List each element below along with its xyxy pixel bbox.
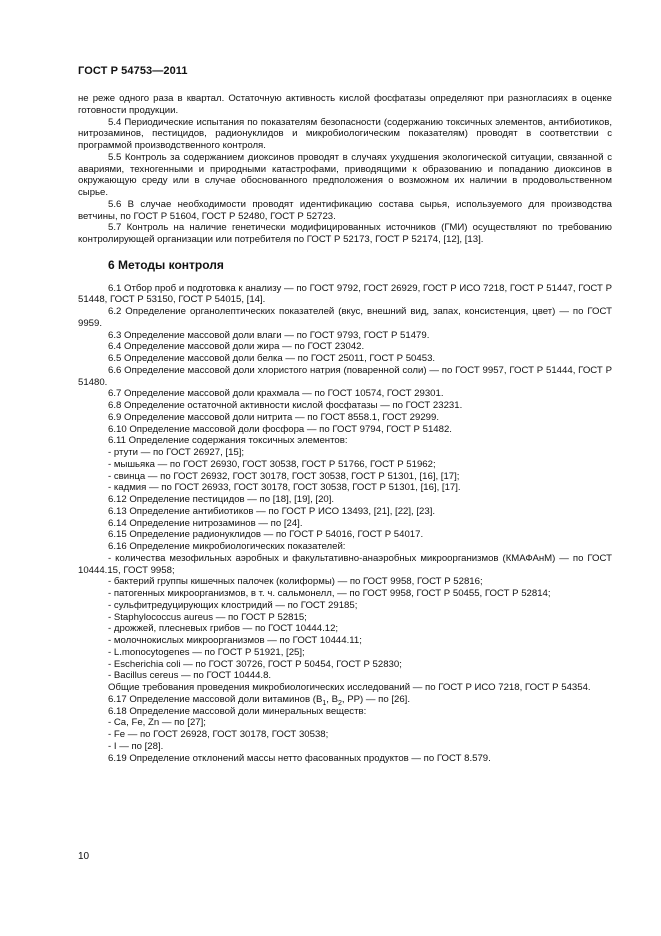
paragraph: не реже одного раза в квартал. Остаточную активность кислой фосфатазы определяют при разногласиях в оценке готовности продукции. bbox=[78, 93, 612, 116]
paragraph: 6.5 Определение массовой доли белка — по ГОСТ 25011, ГОСТ Р 50453. bbox=[108, 353, 436, 364]
paragraph: 6.6 Определение массовой доли хлористого натрия (поваренной соли) — по ГОСТ 9957, ГОСТ Р 51444, ГОСТ Р 51480. bbox=[78, 364, 612, 388]
list-item: - количества мезофильных аэробных и факультативно-анаэробных микроорганизмов (КМАФАнМ) — по ГОСТ 10444.15, ГОСТ 9958; bbox=[78, 552, 612, 576]
paragraph: 5.6 В случае необходимости проводят идентификацию состава сырья, используемого для производства ветчины, по ГОСТ Р 51604, ГОСТ Р 52480, ГОСТ Р 52723. bbox=[78, 198, 612, 222]
paragraph: 5.5 Контроль за содержанием диоксинов проводят в случаях ухудшения экологической ситуации, связанной с авариями, техногенными и природными катастрофами, приводящими к образованию и попаданию диоксинов в окружающую среду или в случае обоснованного предположения о возможном их наличии в продовольственном сырье. bbox=[78, 151, 612, 198]
paragraph: 6.7 Определение массовой доли крахмала — по ГОСТ 10574, ГОСТ 29301. bbox=[108, 388, 444, 400]
list-item: - Escherichia coli — по ГОСТ 30726, ГОСТ Р 50454, ГОСТ Р 52830; bbox=[108, 658, 402, 670]
paragraph: 6.16 Определение микробиологических показателей: bbox=[108, 541, 346, 552]
paragraph: 6.13 Определение антибиотиков — по ГОСТ Р ИСО 13493, [21], [22], [23]. bbox=[108, 505, 436, 517]
paragraph: 6.3 Определение массовой доли влаги — по ГОСТ 9793, ГОСТ Р 51479. bbox=[108, 329, 430, 341]
list-item: - Ca, Fe, Zn — по [27]; bbox=[108, 717, 206, 729]
paragraph: 6.12 Определение пестицидов — по [18], [19], [20]. bbox=[108, 494, 335, 505]
paragraph: 6.8 Определение остаточной активности кислой фосфатазы — по ГОСТ 23231. bbox=[108, 400, 463, 411]
page-header: ГОСТ Р 54753—2011 bbox=[78, 65, 188, 77]
list-item: - I — по [28]. bbox=[108, 740, 164, 752]
paragraph: 6.4 Определение массовой доли жира — по ГОСТ 23042. bbox=[108, 341, 365, 353]
list-item: - патогенных микроорганизмов, в т. ч. сальмонелл, — по ГОСТ 9958, ГОСТ Р 50455, ГОСТ Р 52814; bbox=[108, 588, 551, 599]
list-item: - Staphylococcus aureus — по ГОСТ Р 52815; bbox=[108, 611, 307, 623]
list-item: - молочнокислых микроорганизмов — по ГОСТ 10444.11; bbox=[108, 635, 362, 646]
vitamins-paragraph bbox=[78, 694, 612, 706]
paragraph: 5.7 Контроль на наличие генетически модифицированных источников (ГМИ) осуществляют по требованию контролирующей организации или потребителя по ГОСТ Р 52173, ГОСТ Р 52174, [12], [13]. bbox=[78, 222, 612, 245]
paragraph: 6.15 Определение радионуклидов — по ГОСТ Р 54016, ГОСТ Р 54017. bbox=[108, 529, 424, 541]
page-number: 10 bbox=[78, 851, 90, 862]
paragraph: Общие требования проведения микробиологических исследований — по ГОСТ Р ИСО 7218, ГОСТ Р 54354. bbox=[108, 682, 591, 693]
section-heading: 6 Методы контроля bbox=[108, 257, 224, 272]
vitamins-text-mid: , B bbox=[326, 693, 338, 705]
vitamin-subscript-1: 1 bbox=[322, 699, 327, 707]
paragraph: 6.19 Определение отклонений массы нетто фасованных продуктов — по ГОСТ 8.579. bbox=[108, 752, 491, 764]
list-item: - дрожжей, плесневых грибов — по ГОСТ 10444.12; bbox=[108, 623, 339, 635]
paragraph: 6.11 Определение содержания токсичных элементов: bbox=[108, 435, 348, 447]
vitamins-text-suffix: , РР) — по [26]. bbox=[341, 693, 411, 705]
page-content bbox=[78, 93, 612, 764]
list-item: - мышьяка — по ГОСТ 26930, ГОСТ 30538, ГОСТ Р 51766, ГОСТ Р 51962; bbox=[108, 458, 436, 470]
list-item: - бактерий группы кишечных палочек (колиформы) — по ГОСТ 9958, ГОСТ Р 52816; bbox=[108, 576, 483, 588]
list-item: - сульфитредуцирующих клостридий — по ГОСТ 29185; bbox=[108, 599, 358, 611]
list-item: - свинца — по ГОСТ 26932, ГОСТ 30178, ГОСТ 30538, ГОСТ Р 51301, [16], [17]; bbox=[108, 470, 460, 482]
list-item: - Fe — по ГОСТ 26928, ГОСТ 30178, ГОСТ 30538; bbox=[108, 729, 329, 740]
paragraph: 6.14 Определение нитрозаминов — по [24]. bbox=[108, 517, 303, 529]
list-item: - ртути — по ГОСТ 26927, [15]; bbox=[108, 447, 245, 458]
paragraph: 6.1 Отбор проб и подготовка к анализу — по ГОСТ 9792, ГОСТ 26929, ГОСТ Р ИСО 7218, ГОСТ Р 51447, ГОСТ Р 51448, ГОСТ Р 53150, ГОСТ Р 54015, [14]. bbox=[78, 282, 612, 306]
paragraph: 6.18 Определение массовой доли минеральных веществ: bbox=[108, 705, 367, 717]
paragraph: 6.2 Определение органолептических показателей (вкус, внешний вид, запах, консистенция, цвет) — по ГОСТ 9959. bbox=[78, 306, 612, 329]
vitamins-text-prefix: 6.17 Определение массовой доли витаминов (B bbox=[108, 693, 323, 705]
list-item: - Bacillus cereus — по ГОСТ 10444.8. bbox=[108, 670, 272, 682]
paragraph: 5.4 Периодические испытания по показателям безопасности (содержанию токсичных элементов, антибиотиков, нитрозаминов, пестицидов, радионуклидов и микробиологическим показателям) проводят в соответствии с программой производственного контроля. bbox=[78, 116, 612, 151]
paragraph: 6.10 Определение массовой доли фосфора — по ГОСТ 9794, ГОСТ Р 51482. bbox=[108, 423, 452, 435]
list-item: - кадмия — по ГОСТ 26933, ГОСТ 30178, ГОСТ 30538, ГОСТ Р 51301, [16], [17]. bbox=[108, 482, 461, 494]
paragraph: 6.9 Определение массовой доли нитрита — по ГОСТ 8558.1, ГОСТ 29299. bbox=[108, 411, 440, 423]
list-item: - L.monocytogenes — по ГОСТ Р 51921, [25]; bbox=[108, 646, 305, 658]
vitamin-subscript-2: 2 bbox=[338, 699, 342, 707]
